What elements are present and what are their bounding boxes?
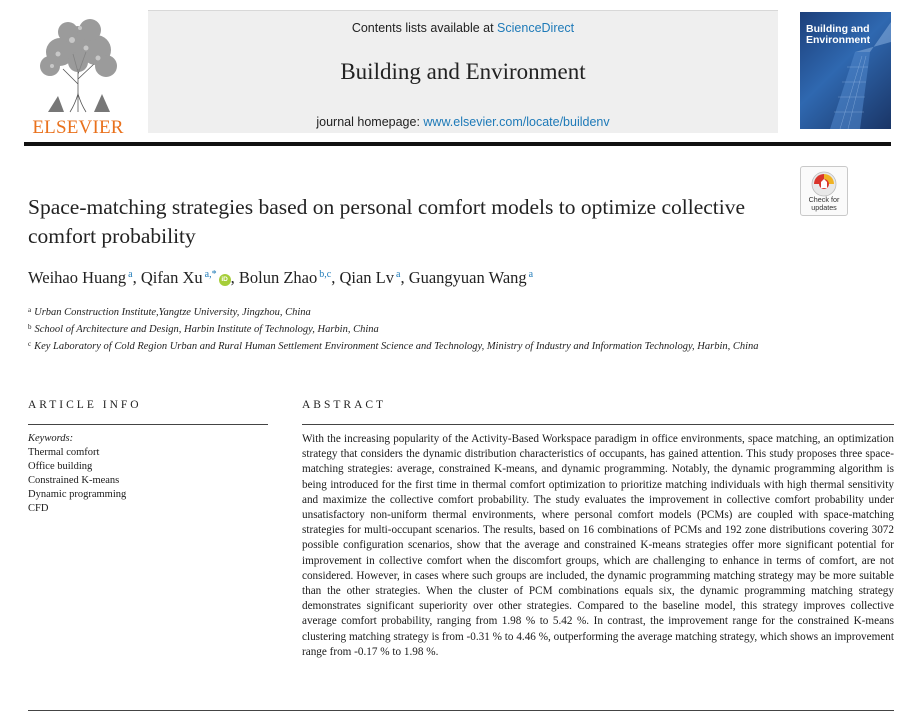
affiliation-b xyxy=(28,320,818,337)
cover-title xyxy=(806,24,870,46)
affiliation-key: a xyxy=(28,306,32,314)
author-affil-mark[interactable]: a xyxy=(395,269,401,280)
check-label-line2: updates xyxy=(811,203,837,212)
keywords-section xyxy=(28,432,268,516)
homepage-prefix: journal homepage: xyxy=(316,115,424,129)
abstract-divider xyxy=(302,424,894,425)
author-separator: , xyxy=(331,268,340,287)
keywords-label: Keywords: xyxy=(28,433,74,444)
cover-title-line2: Environment xyxy=(806,34,871,46)
check-label-line1: Check for xyxy=(808,195,840,204)
author-name[interactable]: Bolun Zhao xyxy=(238,268,318,287)
check-updates-label xyxy=(801,196,847,212)
author-list xyxy=(28,268,533,288)
check-for-updates-button[interactable] xyxy=(800,166,848,216)
author-name[interactable]: Weihao Huang xyxy=(28,268,127,287)
author-separator: , xyxy=(230,268,239,287)
journal-title[interactable]: Building and Environment xyxy=(340,59,586,84)
keyword-item: CFD xyxy=(28,503,49,514)
homepage-line xyxy=(148,115,778,129)
author-affil-mark[interactable]: a xyxy=(528,269,534,280)
abstract-text: With the increasing popularity of the Activity-Based Workspace paradigm in office environments, space matching, an optimization strategy that considers the dynamic distribution characteristics of occupants, has gained attention. This study proposes three space-matching strategies: average, constrained K-means, and dynamic programming. Notably, the dynamic programming algorithm is being introduced for the first time in thermal comfort optimization to prioritize matching individuals with high thermal sensitivity and maximize the collective comfort probability. The study evaluates the improvement in collective comfort probability under unsatisfactory non-uniform thermal environments, where personal comfort models (PCMs) are coupled with space-matching strategies for multi-occupant scenarios. The results, based on 16 combinations of PCMs and 192 zone distributions covering 3072 possible configuration scenarios, show that the average and constrained K-means strategies offer more significant potential for improvement in collective comfort when the discomfort groups, which are challenging to enhance in terms of comfort, are not considered. However, in cases where such groups are included, the dynamic programming matching strategy may be more suitable than the other strategies. When the cluster of PCM combinations equals six, the dynamic programming matching strategy demonstrates significant superiority over other strategies. Compared to the baseline model, this strategy improves collective average comfort probability, ranging from 1.98 % to 5.42 %. In contrast, the improvement range for the constrained K-means clustering matching strategy is from -0.31 % to 4.46 %, outperforming the average matching strategy, which shows an improvement range from -0.17 % to 1.98 %. xyxy=(302,433,894,658)
contents-prefix: Contents lists available at xyxy=(351,21,498,35)
author-affil-mark[interactable]: a xyxy=(128,269,133,280)
affiliation-text: School of Architecture and Design, Harbin Institute of Technology, Harbin, China xyxy=(34,324,379,335)
affiliation-a xyxy=(28,303,818,320)
keyword-item: Office building xyxy=(28,461,93,472)
affiliation-text: Urban Construction Institute,Yangtze University, Jingzhou, China xyxy=(34,307,311,318)
journal-masthead xyxy=(148,10,778,133)
journal-homepage-link[interactable]: www.elsevier.com/locate/buildenv xyxy=(423,115,610,129)
affiliation-key: b xyxy=(28,323,32,331)
sciencedirect-link[interactable]: ScienceDirect xyxy=(497,21,575,35)
elsevier-wordmark: ELSEVIER xyxy=(32,117,124,138)
header-divider xyxy=(24,142,891,146)
author-affil-mark[interactable]: b,c xyxy=(319,269,332,280)
author-name[interactable]: Qifan Xu xyxy=(140,268,203,287)
keyword-item: Constrained K-means xyxy=(28,475,120,486)
abstract-heading: ABSTRACT xyxy=(302,399,387,411)
article-title: Space-matching strategies based on personal comfort models to optimize collective comfort probability xyxy=(28,195,746,248)
author-affil-mark[interactable]: a,* xyxy=(204,269,217,280)
cover-title-line1: Building and xyxy=(806,23,870,35)
affiliation-text: Key Laboratory of Cold Region Urban and Rural Human Settlement Environment Science and Technology, Ministry of Industry and Information Technology, Harbin, China xyxy=(34,341,759,352)
elsevier-tree-icon xyxy=(28,14,128,114)
check-updates-icon xyxy=(811,171,837,197)
affiliation-c xyxy=(28,337,818,354)
author-separator: , xyxy=(132,268,141,287)
author-separator: , xyxy=(400,268,409,287)
keyword-item: Thermal comfort xyxy=(28,447,100,458)
affiliations xyxy=(28,303,818,354)
orcid-icon[interactable]: iD xyxy=(219,274,231,286)
journal-cover-thumbnail[interactable] xyxy=(800,12,891,129)
article-info-divider xyxy=(28,424,268,425)
elsevier-logo[interactable] xyxy=(24,14,132,136)
bottom-divider xyxy=(28,710,894,711)
article-info-heading: ARTICLE INFO xyxy=(28,399,142,411)
author-name[interactable]: Guangyuan Wang xyxy=(408,268,527,287)
contents-line xyxy=(148,21,778,35)
author-name[interactable]: Qian Lv xyxy=(339,268,394,287)
keyword-item: Dynamic programming xyxy=(28,489,127,500)
affiliation-key: c xyxy=(28,340,32,348)
